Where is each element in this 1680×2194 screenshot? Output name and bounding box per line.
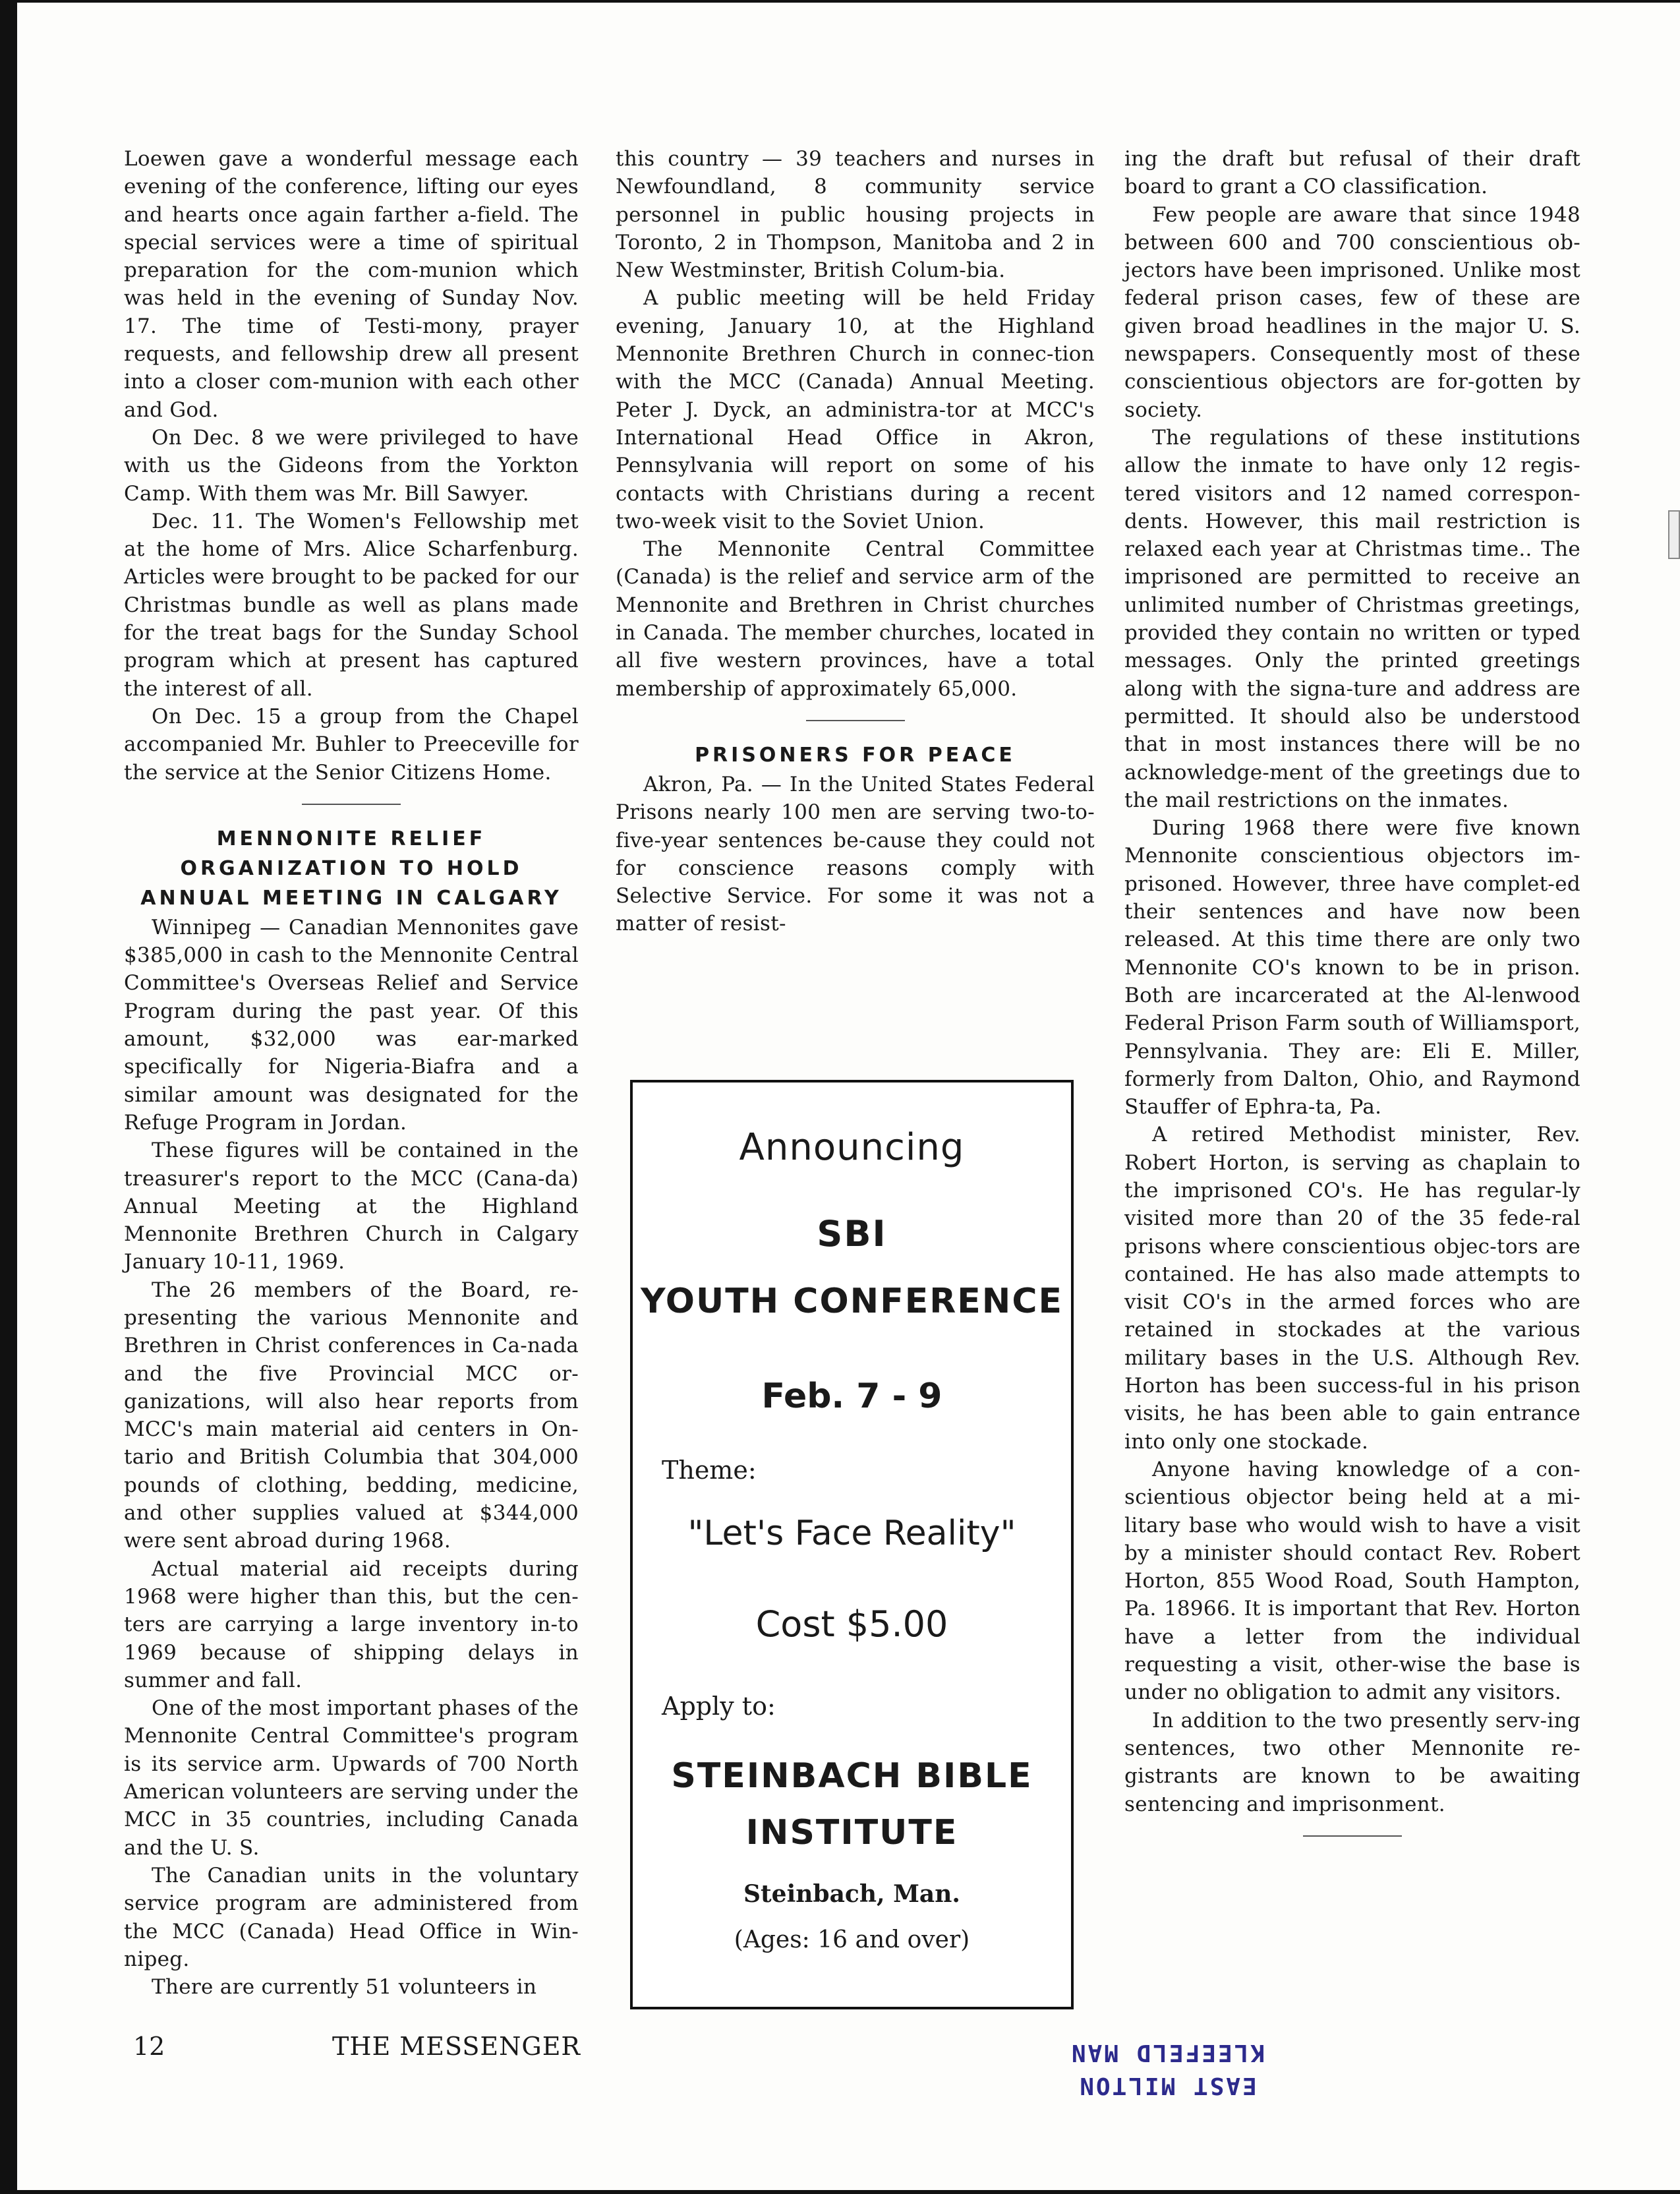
ad-institution-line-1: STEINBACH BIBLE [671,1756,1033,1796]
paragraph: A public meeting will be held Friday evening, January 10, at the Highland Mennonite Brethren Church in connec-tion with the MCC (Canada) Annual Meeting. Peter J. Dyck, an administra-tor at MCC's International Head Office in Akron, Pennsylvania will report on some of his contacts with Christians during a recent two-week visit to the Soviet Union. [616,286,1095,533]
column-1 [124,145,579,2001]
article-headline: PRISONERS FOR PEACE [695,743,1016,767]
paragraph: ing the draft but refusal of their draft board to grant a CO classification. [1124,147,1580,199]
paragraph: Dec. 11. The Women's Fellowship met at the home of Mrs. Alice Scharfenburg. Articles were brought to be packed for our Christmas bundle as well as plans made for the treat bags for the Sunday School program which at present has captured the interest of all. [124,509,579,701]
ad-dates: Feb. 7 - 9 [761,1377,942,1416]
paragraph: The Mennonite Central Committee (Canada) is the relief and service arm of the Mennonite and Brethren in Christ churches in Canada. The member churches, located in all five western provinces, have a total membership of approximately 65,000. [616,537,1095,701]
paragraph: One of the most important phases of the Mennonite Central Committee's program is its service arm. Upwards of 700 North American volunteers are serving under the MCC in 35 countries, including Canada and the U. S. [124,1696,579,1860]
paragraph: There are currently 51 volunteers in [152,1975,537,2000]
section-divider [806,720,905,721]
section-divider [302,804,401,805]
ad-cost: Cost $5.00 [755,1603,948,1645]
page-number: 12 [133,2032,165,2061]
paragraph: Winnipeg — Canadian Mennonites gave $385,000 in cash to the Mennonite Central Committee's Overseas Relief and Service Program during the past year. Of this amount, $32,000 was ear-marked specifically for Nigeria-Biafra and a similar amount was designated for the Refuge Program in Jordan. [124,915,579,1135]
paragraph: The Canadian units in the voluntary service program are administered from the MCC (Canada) Head Office in Win-nipeg. [124,1863,579,1971]
paragraph: The 26 members of the Board, re-presenting the various Mennonite and Brethren in Christ conferences in Ca-nada and the five Provincial MCC or-ganizations, will also hear reports from MCC's main material aid centers in On-tario and British Columbia that 304,000 pounds of clothing, bedding, medicine, and other supplies valued at $344,000 were sent abroad during 1968. [124,1278,579,1553]
column-3 [1124,145,1580,1856]
ad-location: Steinbach, Man. [743,1880,960,1908]
paragraph: Actual material aid receipts during 1968 were higher than this, but the cen-ters are carrying a large inventory in-to 1969 because of shipping delays in summer and fall. [124,1557,579,1692]
paragraph: In addition to the two presently serv-ing sentences, two other Mennonite re-gistrants are known to be awaiting sentencing and imprisonment. [1124,1708,1580,1816]
paragraph: On Dec. 8 we were privileged to have with us the Gideons from the Yorkton Camp. With them was Mr. Bill Sawyer. [124,425,579,506]
article-headline-line: ANNUAL MEETING IN CALGARY [140,886,562,910]
ad-institution-line-2: INSTITUTE [745,1813,958,1853]
paragraph: During 1968 there were five known Mennonite conscientious objectors im-prisoned. However, three have complet-ed their sentences and have now been released. At this time there are only two Mennonite CO's known to be in prison. Both are incarcerated at the Al-lenwood Federal Prison Farm south of Williamsport, Pennsylvania. They are: Eli E. Miller, formerly from Dalton, Ohio, and Raymond Stauffer of Ephra-ta, Pa. [1124,816,1580,1119]
paragraph: These figures will be contained in the treasurer's report to the MCC (Cana-da) Annual Meeting at the Highland Mennonite Brethren Church in Calgary January 10-11, 1969. [124,1139,579,1274]
ad-ages: (Ages: 16 and over) [734,1926,970,1953]
paragraph: Loewen gave a wonderful message each evening of the conference, lifting our eyes and hearts once again farther a-field. The special services were a time of spiritual preparation for the com-munion which was held in the evening of Sunday Nov. 17. The time of Testi-mony, prayer requests, and fellowship drew all present into a closer com-munion with each other and God. [124,147,579,422]
ad-sbi: SBI [817,1213,887,1255]
ad-theme: "Let's Face Reality" [687,1514,1016,1553]
paragraph: A retired Methodist minister, Rev. Robert Horton, is serving as chaplain to the imprisoned CO's. He has regular-ly visited more than 20 of the 35 fede-ral prisons where conscientious objec-tors are contained. He has also made attempts to visit CO's in the armed forces who are retained in stockades at the various military bases in the U.S. Although Rev. Horton has been success-ful in his prison visits, he has been able to gain entrance into only one stockade. [1124,1123,1580,1454]
stamp-line-2: KLEEFELD MAN [1069,2039,1265,2066]
paragraph: Anyone having knowledge of a con-scientious objector being held at a mi-litary base who would wish to have a visit by a minister should contact Rev. Robert Horton, 855 Wood Road, South Hampton, Pa. 18966. It is important that Rev. Horton have a letter from the individual requesting a visit, other-wise the base is under no obligation to admit any visitors. [1124,1457,1580,1705]
address-stamp [1058,2036,1276,2102]
paragraph: Few people are aware that since 1948 between 600 and 700 conscientious ob-jectors have been imprisoned. Unlike most federal prison cases, few of these are given broad headlines in the major U. S. newspapers. Consequently most of these conscientious objectors are for-gotten by society. [1124,202,1580,422]
paragraph: Akron, Pa. — In the United States Federal Prisons nearly 100 men are serving two-to-five-year sentences be-cause they could not for conscience reasons comply with Selective Service. For some it was not a matter of resist- [616,772,1095,936]
paragraph: this country — 39 teachers and nurses in Newfoundland, 8 community service personnel in public housing projects in Toronto, 2 in Thompson, Manitoba and 2 in New Westminster, British Colum-bia. [616,147,1095,283]
article-headline-line: MENNONITE RELIEF [216,827,486,850]
column-2 [616,145,1095,938]
paragraph: The regulations of these institutions allow the inmate to have only 12 regis-tered visitors and 12 named correspon-dents. However, this mail restriction is relaxed each year at Christmas time.. The imprisoned are permitted to receive an unlimited number of Christmas greetings, provided they contain no written or typed messages. Only the printed greetings along with the signa-ture and address are permitted. It should also be understood that in most instances there will be no acknowledge-ment of the greetings due to the mail restrictions on the inmates. [1124,425,1580,812]
ad-announcing: Announcing [739,1126,965,1169]
ad-apply-label: Apply to: [662,1692,776,1721]
ad-theme-label: Theme: [662,1456,757,1485]
article-headline-line: ORGANIZATION TO HOLD [180,856,523,880]
paragraph: On Dec. 15 a group from the Chapel accompanied Mr. Buhler to Preeceville for the service at the Senior Citizens Home. [124,704,579,785]
youth-conference-advertisement [630,1080,1074,2009]
stamp-line-1: EAST MILTON [1078,2072,1257,2099]
section-divider [1303,1835,1402,1837]
publication-title: THE MESSENGER [332,2032,581,2061]
ad-event-title: YOUTH CONFERENCE [640,1282,1064,1321]
binding-clip-mark [1668,510,1680,559]
